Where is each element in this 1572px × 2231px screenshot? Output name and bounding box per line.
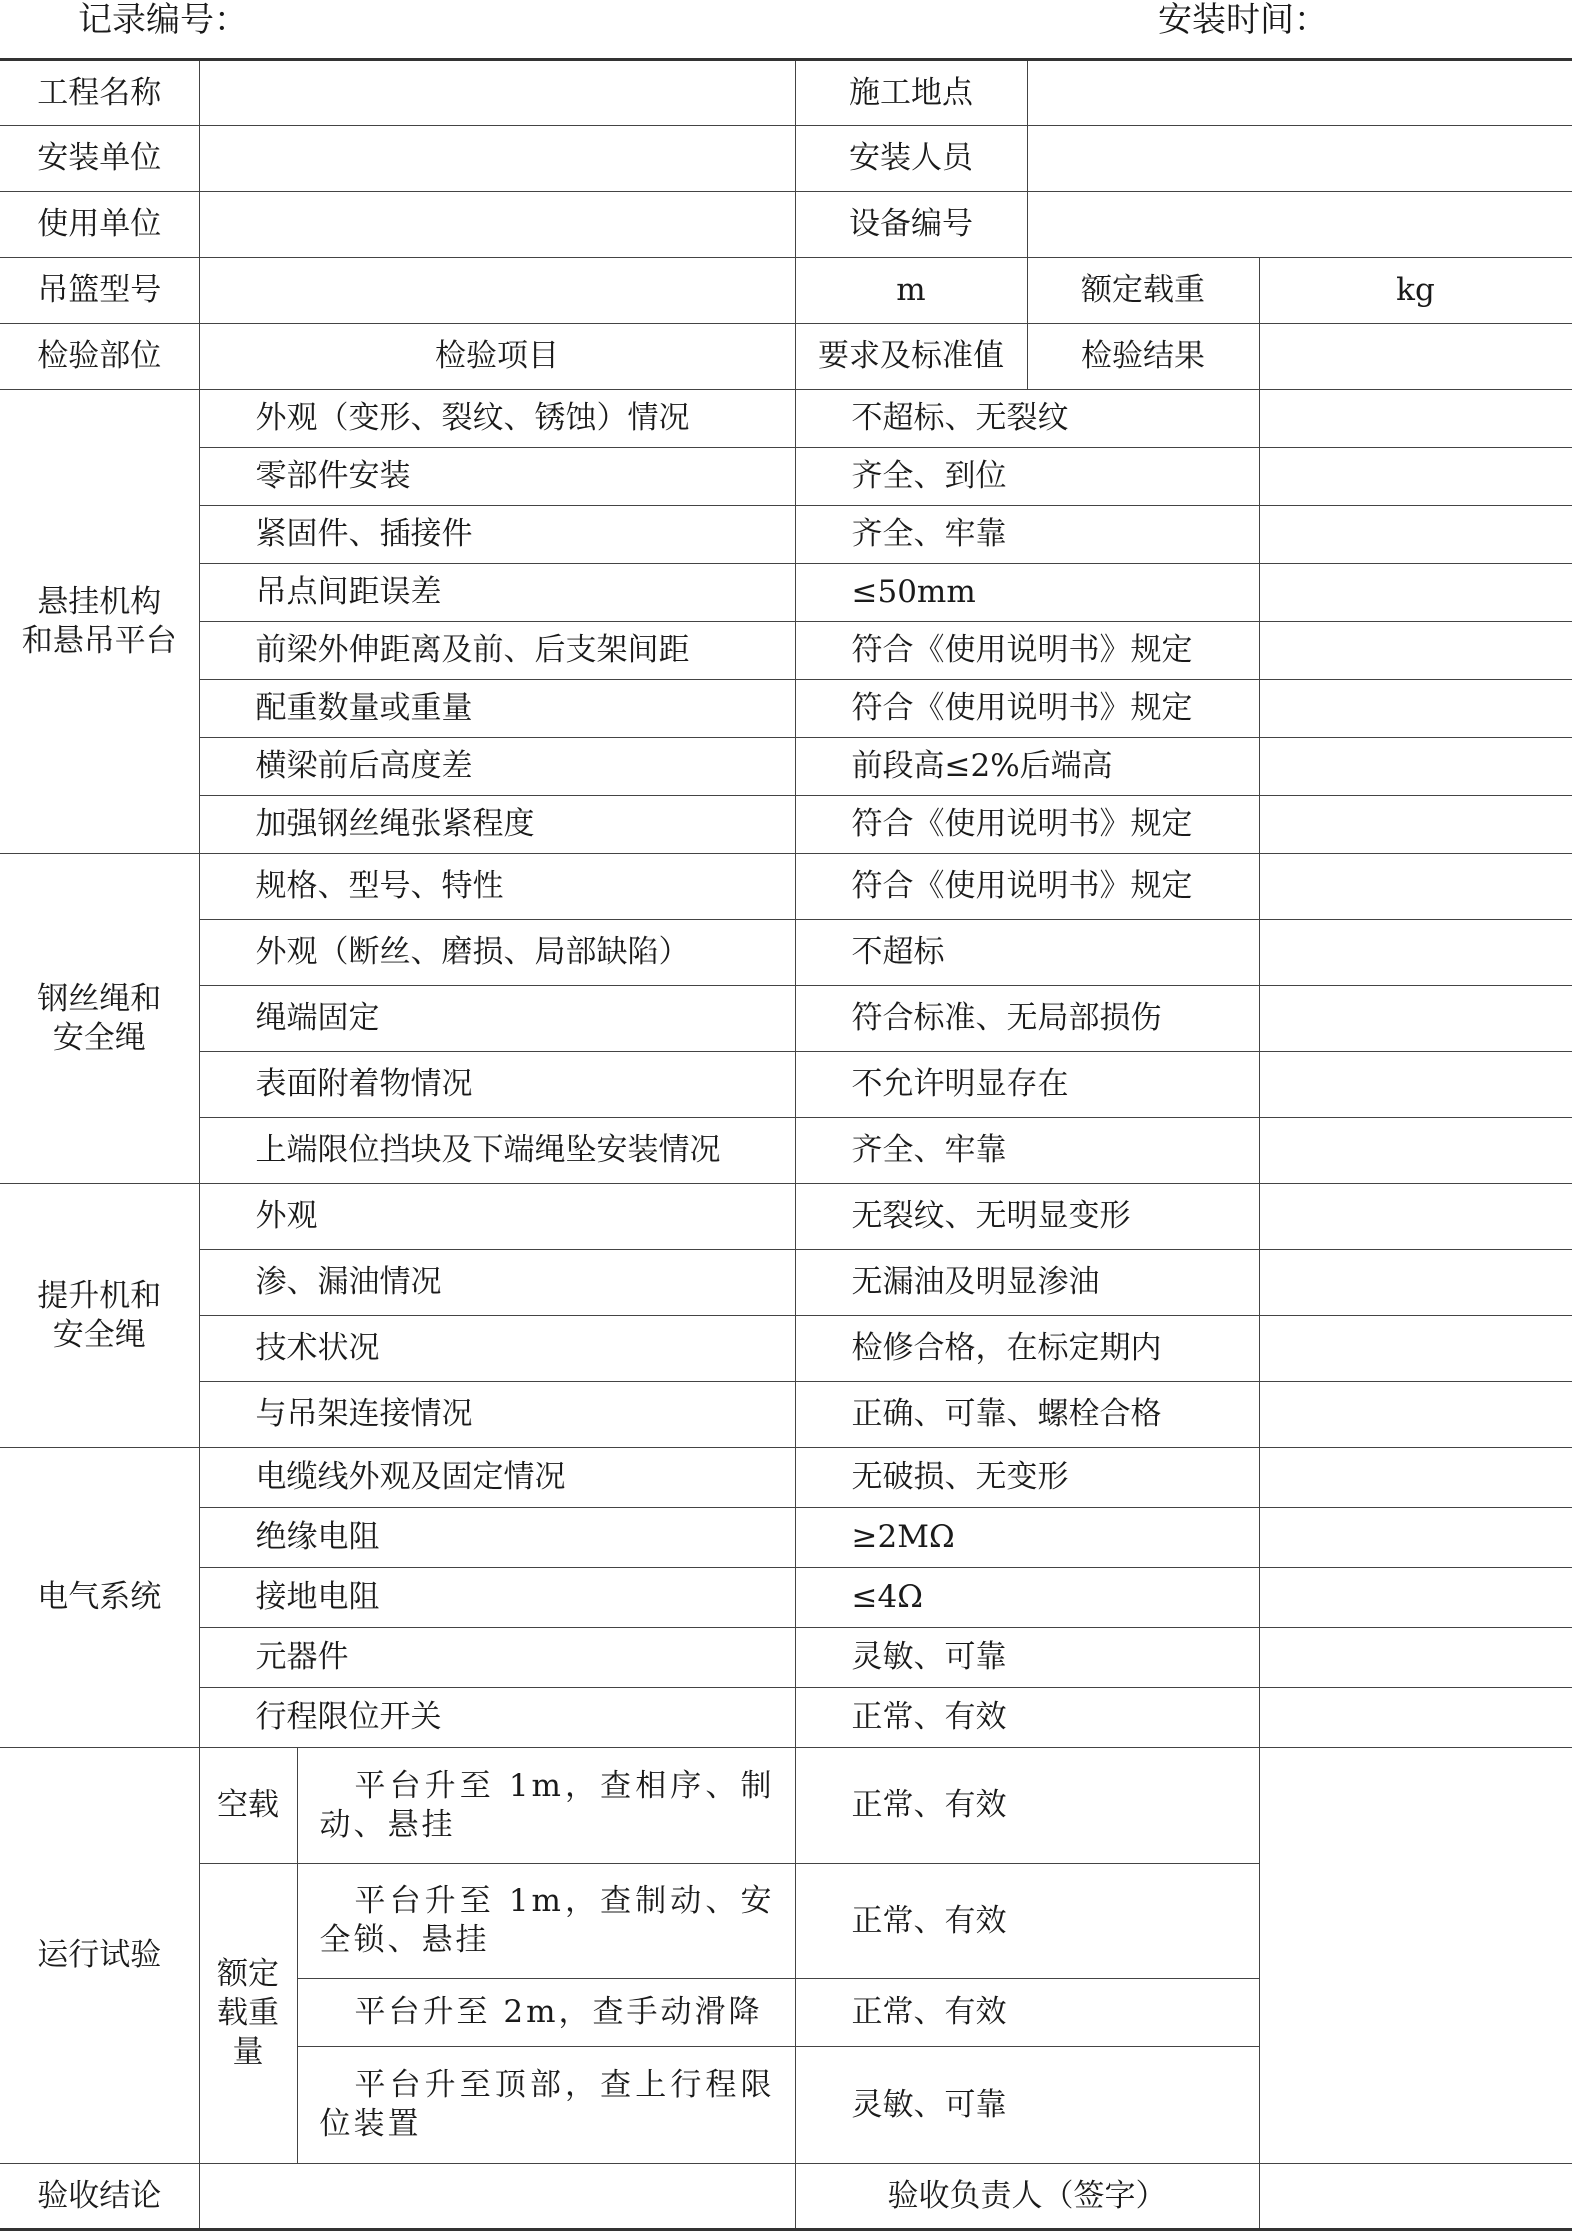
- check-item: 电缆线外观及固定情况: [199, 1448, 795, 1508]
- check-standard: 齐全、牢靠: [795, 1118, 1259, 1184]
- user-unit-label: 使用单位: [0, 192, 199, 258]
- check-item: 绝缘电阻: [199, 1508, 795, 1568]
- col-item-header: 检验项目: [199, 324, 795, 390]
- check-standard: 无裂纹、无明显变形: [795, 1184, 1259, 1250]
- record-number-label: 记录编号：: [78, 0, 248, 40]
- result-field[interactable]: [1259, 1382, 1572, 1448]
- result-field[interactable]: [1259, 1688, 1572, 1748]
- check-item: 平台升至 1m，查相序、制动、悬挂: [297, 1748, 795, 1864]
- row-install-unit: [0, 126, 1572, 192]
- section-name: 悬挂机构 和悬吊平台: [0, 390, 199, 854]
- check-item: 紧固件、插接件: [199, 506, 795, 564]
- check-item: 规格、型号、特性: [199, 854, 795, 920]
- row-conclusion: [0, 2164, 1572, 2230]
- result-field[interactable]: [1259, 1184, 1572, 1250]
- check-standard: 齐全、牢靠: [795, 506, 1259, 564]
- check-standard: ≤4Ω: [795, 1568, 1259, 1628]
- check-item: 吊点间距误差: [199, 564, 795, 622]
- check-standard: 符合《使用说明书》规定: [795, 796, 1259, 854]
- row-column-headers: [0, 324, 1572, 390]
- check-standard: 符合《使用说明书》规定: [795, 622, 1259, 680]
- result-field[interactable]: [1259, 1628, 1572, 1688]
- table-row: [0, 1508, 1572, 1568]
- check-standard: 不超标: [795, 920, 1259, 986]
- load-unit: kg: [1259, 258, 1572, 324]
- result-field[interactable]: [1259, 390, 1572, 448]
- result-field[interactable]: [1259, 1118, 1572, 1184]
- section-name: 运行试验: [0, 1748, 199, 2164]
- site-field[interactable]: [1027, 60, 1572, 126]
- site-label: 施工地点: [795, 60, 1027, 126]
- result-field[interactable]: [1259, 564, 1572, 622]
- project-name-field[interactable]: [199, 60, 795, 126]
- table-row: [0, 622, 1572, 680]
- installer-field[interactable]: [1027, 126, 1572, 192]
- check-item: 外观: [199, 1184, 795, 1250]
- check-item: 平台升至顶部，查上行程限位装置: [297, 2047, 795, 2164]
- check-item: 表面附着物情况: [199, 1052, 795, 1118]
- result-field[interactable]: [1259, 1448, 1572, 1508]
- check-standard: 检修合格，在标定期内: [795, 1316, 1259, 1382]
- table-row: [0, 1628, 1572, 1688]
- table-row: [0, 796, 1572, 854]
- equipment-no-field[interactable]: [1027, 192, 1572, 258]
- signature-field[interactable]: [1259, 2164, 1572, 2230]
- check-standard: 灵敏、可靠: [795, 2047, 1259, 2164]
- result-field[interactable]: [1259, 1568, 1572, 1628]
- check-item: 平台升至 2m，查手动滑降: [297, 1979, 795, 2047]
- no-load-label: 空载: [199, 1748, 297, 1864]
- check-item: 前梁外伸距离及前、后支架间距: [199, 622, 795, 680]
- col-part-header: 检验部位: [0, 324, 199, 390]
- check-item: 绳端固定: [199, 986, 795, 1052]
- col-standard-header: 要求及标准值: [795, 324, 1027, 390]
- table-row: [0, 738, 1572, 796]
- check-item: 上端限位挡块及下端绳坠安装情况: [199, 1118, 795, 1184]
- row-basket-model: [0, 258, 1572, 324]
- table-row: [0, 448, 1572, 506]
- install-unit-label: 安装单位: [0, 126, 199, 192]
- result-field[interactable]: [1259, 854, 1572, 920]
- basket-model-field[interactable]: [199, 258, 795, 324]
- table-row: [0, 920, 1572, 986]
- check-item: 技术状况: [199, 1316, 795, 1382]
- signer-label: 验收负责人（签字）: [795, 2164, 1259, 2230]
- table-row: [0, 1250, 1572, 1316]
- user-unit-field[interactable]: [199, 192, 795, 258]
- table-row: [0, 1748, 1572, 1864]
- section-name: 钢丝绳和 安全绳: [0, 854, 199, 1184]
- table-row: [0, 390, 1572, 448]
- check-item: 接地电阻: [199, 1568, 795, 1628]
- table-row: [0, 1568, 1572, 1628]
- check-standard: 正常、有效: [795, 1688, 1259, 1748]
- row-project: [0, 60, 1572, 126]
- result-field[interactable]: [1259, 1052, 1572, 1118]
- check-item: 外观（断丝、磨损、局部缺陷）: [199, 920, 795, 986]
- check-item: 元器件: [199, 1628, 795, 1688]
- table-row: [0, 1448, 1572, 1508]
- check-standard: 不允许明显存在: [795, 1052, 1259, 1118]
- check-item: 配重数量或重量: [199, 680, 795, 738]
- result-field[interactable]: [1259, 1748, 1572, 2164]
- check-standard: 齐全、到位: [795, 448, 1259, 506]
- table-row: [0, 1052, 1572, 1118]
- check-standard: 正确、可靠、螺栓合格: [795, 1382, 1259, 1448]
- result-field[interactable]: [1259, 920, 1572, 986]
- inspection-form-table: [0, 58, 1572, 2231]
- check-item: 渗、漏油情况: [199, 1250, 795, 1316]
- result-field[interactable]: [1259, 622, 1572, 680]
- row-user-unit: [0, 192, 1572, 258]
- check-standard: 正常、有效: [795, 1979, 1259, 2047]
- install-time-label: 安装时间：: [1158, 0, 1328, 40]
- check-standard: 符合《使用说明书》规定: [795, 680, 1259, 738]
- check-item: 横梁前后高度差: [199, 738, 795, 796]
- table-row: [0, 1382, 1572, 1448]
- check-item: 行程限位开关: [199, 1688, 795, 1748]
- check-standard: 不超标、无裂纹: [795, 390, 1259, 448]
- check-standard: 正常、有效: [795, 1864, 1259, 1979]
- conclusion-label: 验收结论: [0, 2164, 199, 2230]
- install-unit-field[interactable]: [199, 126, 795, 192]
- result-field[interactable]: [1259, 1250, 1572, 1316]
- rated-load-label: 额定载重: [1027, 258, 1259, 324]
- equipment-no-label: 设备编号: [795, 192, 1027, 258]
- check-item: 零部件安装: [199, 448, 795, 506]
- table-row: [0, 1316, 1572, 1382]
- project-name-label: 工程名称: [0, 60, 199, 126]
- result-field[interactable]: [1259, 1316, 1572, 1382]
- table-row: [0, 986, 1572, 1052]
- result-field[interactable]: [1259, 448, 1572, 506]
- result-field[interactable]: [1259, 506, 1572, 564]
- result-field[interactable]: [1259, 680, 1572, 738]
- table-row: [0, 564, 1572, 622]
- check-standard: 无破损、无变形: [795, 1448, 1259, 1508]
- conclusion-field[interactable]: [199, 2164, 795, 2230]
- table-row: [0, 680, 1572, 738]
- section-name: 电气系统: [0, 1448, 199, 1748]
- result-field[interactable]: [1259, 1508, 1572, 1568]
- check-standard: 前段高≤2%后端高: [795, 738, 1259, 796]
- col-blank-header: [1259, 324, 1572, 390]
- installer-label: 安装人员: [795, 126, 1027, 192]
- result-field[interactable]: [1259, 738, 1572, 796]
- check-item: 外观（变形、裂纹、锈蚀）情况: [199, 390, 795, 448]
- check-standard: 正常、有效: [795, 1748, 1259, 1864]
- check-standard: 无漏油及明显渗油: [795, 1250, 1259, 1316]
- check-item: 平台升至 1m，查制动、安全锁、悬挂: [297, 1864, 795, 1979]
- table-row: [0, 1688, 1572, 1748]
- check-standard: ≥2MΩ: [795, 1508, 1259, 1568]
- rated-load-group-label: 额定 载重 量: [199, 1864, 297, 2164]
- table-row: [0, 1184, 1572, 1250]
- result-field[interactable]: [1259, 796, 1572, 854]
- table-row: [0, 506, 1572, 564]
- basket-model-label: 吊篮型号: [0, 258, 199, 324]
- table-row: [0, 854, 1572, 920]
- check-standard: 符合标准、无局部损伤: [795, 986, 1259, 1052]
- table-row: [0, 1118, 1572, 1184]
- check-standard: ≤50mm: [795, 564, 1259, 622]
- check-item: 与吊架连接情况: [199, 1382, 795, 1448]
- check-item: 加强钢丝绳张紧程度: [199, 796, 795, 854]
- length-unit: m: [795, 258, 1027, 324]
- section-name: 提升机和 安全绳: [0, 1184, 199, 1448]
- check-standard: 灵敏、可靠: [795, 1628, 1259, 1688]
- col-result-header: 检验结果: [1027, 324, 1259, 390]
- result-field[interactable]: [1259, 986, 1572, 1052]
- check-standard: 符合《使用说明书》规定: [795, 854, 1259, 920]
